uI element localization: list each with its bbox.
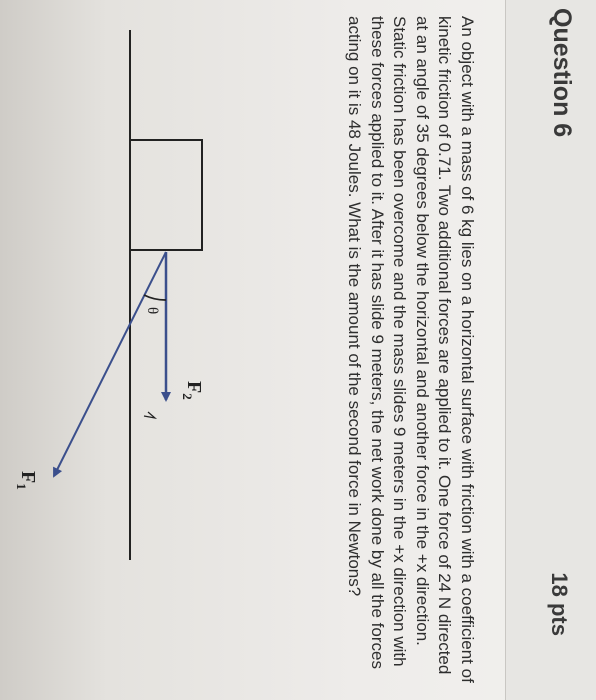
theta-arc (144, 295, 166, 300)
mass-box (130, 140, 202, 250)
small-arrow-mark (144, 412, 155, 418)
f2-label: $F_2$ (180, 381, 205, 400)
question-points: 18 pts (547, 572, 572, 636)
f1-arrow (54, 252, 166, 476)
f1-label: $F_1$ (14, 471, 39, 490)
question-title: Question 6 (548, 8, 576, 138)
question-text: An object with a mass of 6 kg lies on a horizontal surface with friction with a coefficient of kinetic friction of 0.71. Two additional forces are applied to it. One force of 24 N directed at an angle of 35 degrees below the horizontal and another force in the +x direction. Static friction has been overcome and the mass slides 9 meters in the +x direction with these forces applied to it. After it has slide 9 meters, the net work done by all the forces acting on it is 48 Joules. What is the amount of the second force in Newtons? (345, 16, 477, 683)
theta-label: θ (144, 307, 160, 315)
